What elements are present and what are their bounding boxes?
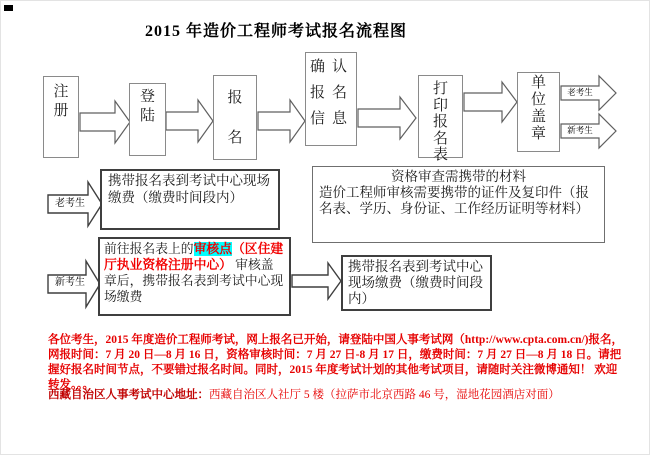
notice-line: 网报时间：7 月 20 日—8 月 16 日，资格审核时间：7 月 27 日-8 月 17 日，缴费时间：7 月 27 日—8 月 18 日。请把: [48, 349, 622, 361]
address-label: 西藏自治区人事考试中心地址：: [48, 389, 209, 401]
old-examinee-out-label: 老考生: [567, 87, 593, 97]
old-examinee-pay-box: 携带报名表到考试中心现场缴费（缴费时间段内）: [100, 169, 280, 230]
arrow-login-to-signup-icon: [166, 100, 213, 142]
materials-box-title: 资格审查需携带的材料: [391, 169, 526, 184]
notice-line: 握好报名时间节点，不要错过报名时间。同时，2015 年度考试计划的其他考试项目，请随时关注微博通知！ 欢迎: [48, 364, 618, 376]
materials-box-body: 造价工程师审核需要携带的证件及复印件（报名表、学历、身份证、工作经历证明等材料）: [319, 185, 589, 216]
step-label-confirm-info: 确认报名信息: [310, 59, 355, 127]
notice-line: 转发。。。: [48, 379, 94, 391]
new-examinee-pay-box: 携带报名表到考试中心现场缴费（缴费时间段内）: [341, 255, 492, 311]
notice-paragraph: [48, 333, 623, 393]
step-label-unit-stamp: 单位盖章: [530, 75, 546, 142]
address-value: 西藏自治区人社厅 5 楼（拉萨市北京西路 46 号，湿地花园酒店对面）: [209, 389, 560, 401]
address-line: [48, 388, 560, 402]
arrow-confirm-to-print-icon: [358, 97, 416, 139]
step-label-signup: 报名: [227, 90, 243, 146]
old-examinee-branch-label: 老考生: [55, 198, 85, 209]
materials-box: [312, 166, 605, 243]
step-box-print-form: [418, 75, 463, 163]
arrow-register-to-login-icon: [80, 101, 130, 143]
step-box-confirm-info: [305, 52, 357, 146]
step-box-signup: [213, 75, 257, 160]
step-box-unit-stamp: [517, 72, 560, 152]
step-label-register: 注册: [53, 84, 69, 119]
page-title: 2015 年造价工程师考试报名流程图: [145, 23, 408, 40]
step-box-register: [43, 76, 79, 158]
step-label-login: 登陆: [139, 89, 155, 124]
arrow-audit-to-pay-icon: [292, 263, 341, 299]
audit-box-segment: 审核盖章后，携带报名表到考试中心现场缴费: [104, 258, 284, 304]
arrow-print-to-stamp-icon: [464, 82, 517, 122]
new-examinee-audit-box: [98, 237, 291, 316]
audit-box-segment: （区住建厅执业资格注册中心）: [104, 242, 284, 272]
new-examinee-branch-label: 新考生: [55, 277, 85, 288]
arrow-signup-to-confirm-icon: [258, 100, 305, 142]
audit-box-segment: 前往报名表上的: [104, 242, 194, 256]
new-examinee-out-label: 新考生: [567, 125, 593, 135]
audit-box-segment: 审核点: [193, 242, 232, 256]
step-label-print-form: 打印报名表: [432, 81, 448, 163]
step-box-login: [129, 83, 166, 156]
notice-line: 各位考生，2015 年度造价工程师考试，网上报名已开始，请登陆中国人事考试网（http://www.cpta.com.cn/)报名，: [48, 334, 623, 346]
